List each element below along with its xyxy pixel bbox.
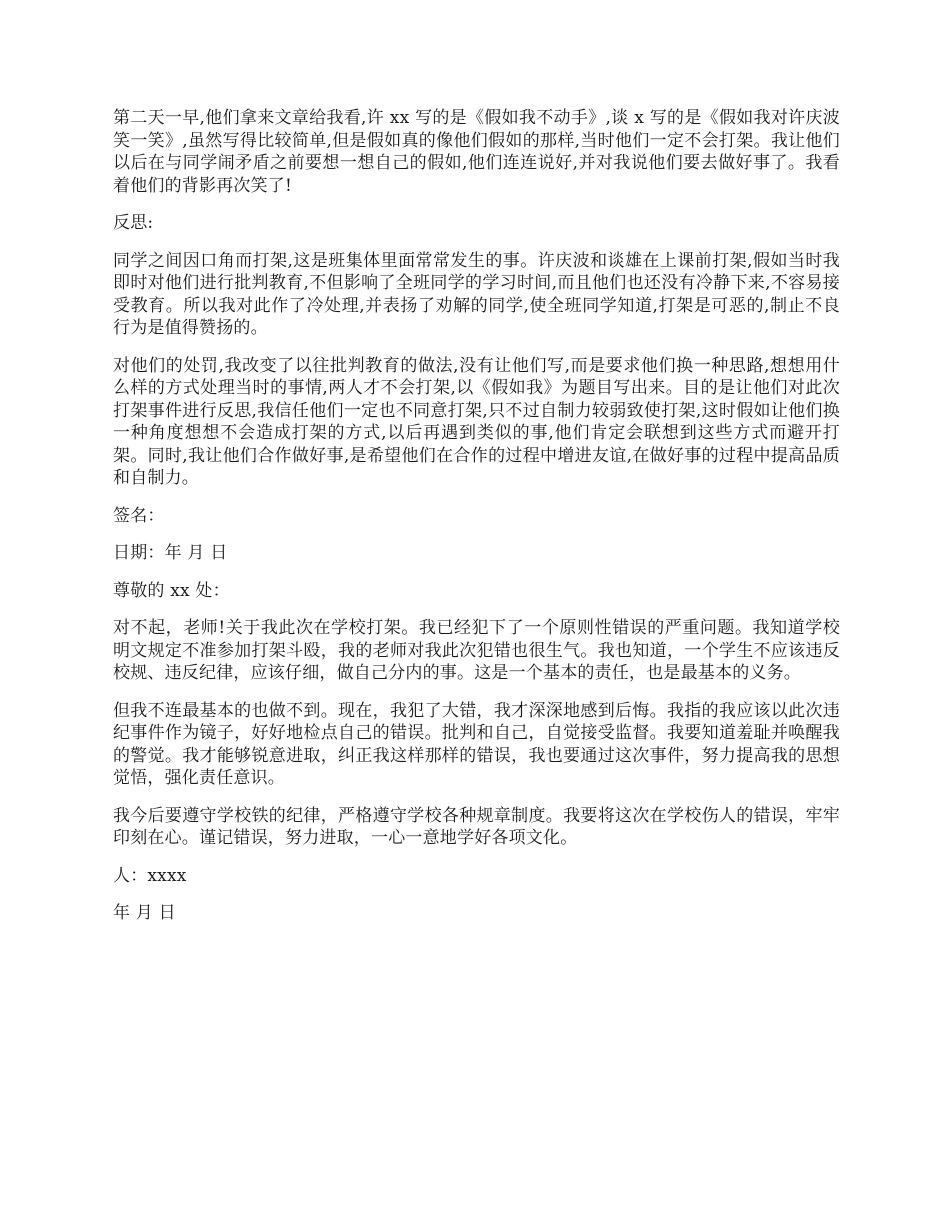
letter-body-1: 对不起，老师!关于我此次在学校打架。我已经犯下了一个原则性错误的严重问题。我知道学校明文规定不准参加打架斗殴，我的老师对我此次犯错也很生气。我也知道，一个学生不应该违反校规、违反纪律，应该仔细，做自己分内的事。这是一个基本的责任，也是最基本的义务。 — [113, 618, 840, 683]
letter-salutation: 尊敬的 xx 处： — [113, 580, 230, 601]
letter-signer: 人：xxxx — [113, 865, 187, 886]
paragraph-reflection-body-2: 对他们的处罚,我改变了以往批判教育的做法,没有让他们写,而是要求他们换一种思路,想想用什么样的方式处理当时的事情,两人才不会打架,以《假如我》为题目写出来。目的是让他们对此次打架事件进行反思,我信任他们一定也不同意打架,只不过自制力较弱致使打架,这时假如让他们换一种角度想想不会造成打架的方式,以后再遇到类似的事,他们肯定会联想到这些方式而避开打架。同时,我让他们合作做好事,是希望他们在合作的过程中增进友谊,在做好事的过程中提高品质和自制力。 — [113, 355, 840, 488]
signature-line: 签名： — [113, 505, 165, 526]
paragraph-reflection-body-1: 同学之间因口角而打架,这是班集体里面常常发生的事。许庆波和谈雄在上课前打架,假如当时我即时对他们进行批判教育,不但影响了全班同学的学习时间,而且他们也还没有冷静下来,不容易接受教育。所以我对此作了冷处理,并表扬了劝解的同学,使全班同学知道,打架是可恶的,制止不良行为是值得赞扬的。 — [113, 250, 840, 338]
letter-body-2: 但我不连最基本的也做不到。现在，我犯了大错，我才深深地感到后悔。我指的我应该以此次违纪事件作为镜子，好好地检点自己的错误。批判和自己，自觉接受监督。我要知道羞耻并唤醒我的警觉。我才能够锐意进取，纠正我这样那样的错误，我也要通过这次事件，努力提高我的思想觉悟，强化责任意识。 — [113, 700, 840, 788]
document-page — [113, 107, 840, 940]
letter-date: 年 月 日 — [113, 903, 176, 923]
letter-body-3: 我今后要遵守学校铁的纪律，严格遵守学校各种规章制度。我要将这次在学校伤人的错误，牢牢印刻在心。谨记错误，努力进取，一心一意地学好各项文化。 — [113, 805, 840, 848]
paragraph-story-ending: 第二天一早,他们拿来文章给我看,许 xx 写的是《假如我不动手》,谈 x 写的是《假如我对许庆波笑一笑》,虽然写得比较简单,但是假如真的像他们假如的那样,当时他们一定不会打架。我让他们以后在与同学闹矛盾之前要想一想自己的假如,他们连连说好,并对我说他们要去做好事了。我看着他们的背影再次笑了! — [113, 108, 840, 196]
paragraph-reflection-heading: 反思: — [113, 213, 154, 233]
date-line: 日期：年 月 日 — [113, 543, 228, 563]
